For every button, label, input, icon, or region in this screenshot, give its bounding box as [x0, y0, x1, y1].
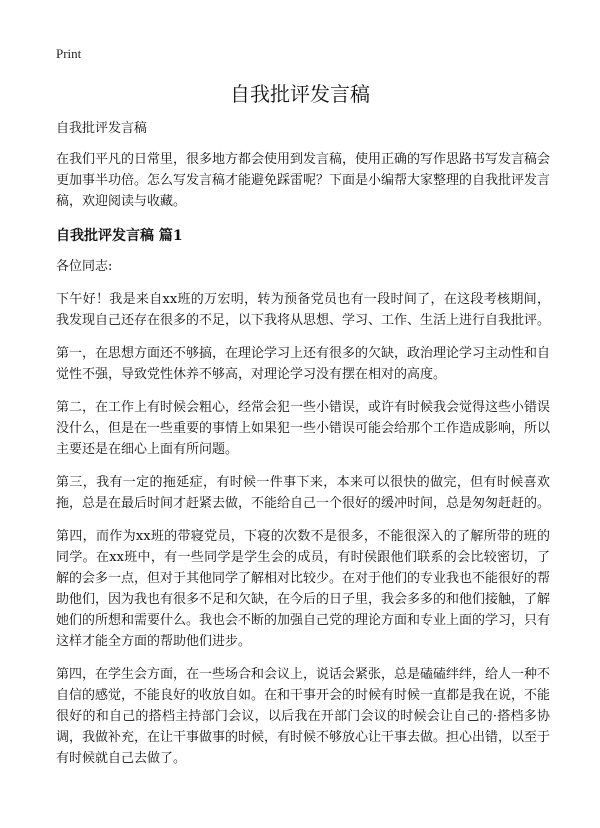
- greeting-line: 各位同志:: [56, 259, 113, 274]
- intro-paragraph: 在我们平凡的日常里，很多地方都会使用到发言稿，使用正确的写作思路书写发言稿会更加事半功倍。怎么写发言稿才能避免踩雷呢？下面是小编帮大家整理的自我批评发言稿，欢迎阅读与收藏。: [56, 152, 551, 209]
- section-heading: 自我批评发言稿 篇1: [56, 228, 183, 244]
- body-paragraph: 下午好！我是来自xx班的万宏明，转为预备党员也有一段时间了，在这段考核期间，我发现自己还存在很多的不足，以下我将从思想、学习、工作、生活上进行自我批评。: [56, 292, 551, 328]
- body-paragraph: 第三，我有一定的拖延症，有时候一件事下来，本来可以很快的做完，但有时候喜欢拖，总是在最后时间才赶紧去做，不能给自己一个很好的缓冲时间，总是匆匆赶赶的。: [56, 475, 551, 511]
- page-title: 自我批评发言稿: [230, 82, 370, 106]
- body-paragraph: 第四，在学生会方面，在一些场合和会议上，说话会紧张，总是磕磕绊绊，给人一种不自信的感觉，不能良好的收放自如。在和干事开会的时候有时候一直都是我在说，不能很好的和自己的搭档主持部门会议，以后我在开部门会议的时候会让自己的·搭档多协调，我做补充，在让干事做事的时候，有时候不够放心让干事去做。担心出错，以至于有时候就自己去做了。: [56, 667, 551, 766]
- print-link[interactable]: Print: [56, 46, 82, 61]
- document-body: [56, 118, 550, 781]
- document-subtitle: 自我批评发言稿: [56, 121, 148, 136]
- body-paragraph: 第二，在工作上有时候会粗心，经常会犯一些小错误，或许有时候我会觉得这些小错误没什么，但是在一些重要的事情上如果犯一些小错误可能会给那个工作造成影响，所以主要还是在细心上面有所问题。: [56, 400, 551, 457]
- body-paragraph: 第一，在思想方面还不够搞，在理论学习上还有很多的欠缺，政治理论学习主动性和自觉性不强，导致党性休养不够高，对理论学习没有摆在相对的高度。: [56, 346, 551, 382]
- body-paragraph: 第四，而作为xx班的带寝党员，下寝的次数不是很多，不能很深入的了解所带的班的同学。在xx班中，有一些同学是学生会的成员，有时侯跟他们联系的会比较密切，了解的会多一点，但对于其他同学了解相对比较少。在对于他们的专业我也不能很好的帮助他们，因为我也有很多不足和欠缺，在今后的日子里，我会多多的和他们接触，了解她们的所想和需要什么。我也会不断的加强自己党的理论方面和专业上面的学习，只有这样才能全方面的帮助他们进步。: [56, 529, 551, 649]
